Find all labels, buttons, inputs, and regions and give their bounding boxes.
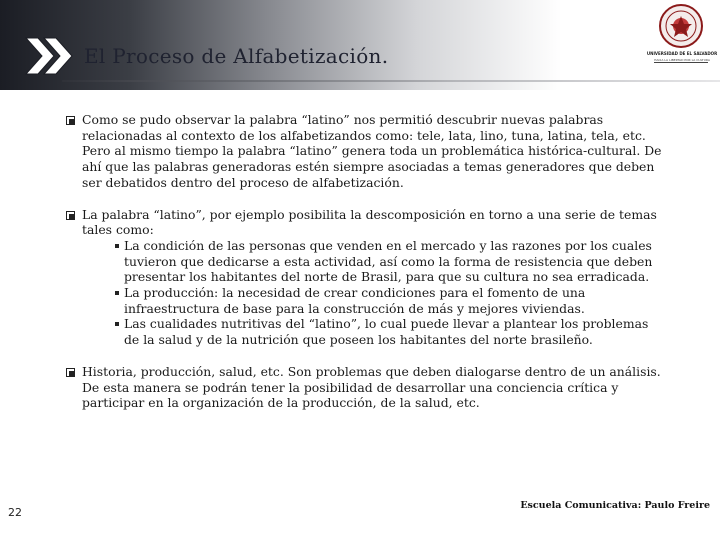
bullet-text: Como se pudo observar la palabra “latino” nos permitió descubrir nuevas palabras relacionadas al contexto de los alfabetizandos como: tele, lata, lino, tuna, latina, tela, etc. Pero al mismo tiempo la palabra “latino” genera toda un problemática histórica-cultural. De ahí que las palabras generadoras estén siempre asociadas a temas generadores que deben ser debatidos dentro del proceso de alfabetización. — [82, 112, 662, 190]
sub-bullet-text: Las cualidades nutritivas del “latino”, lo cual puede llevar a plantear los problemas de la salud y de la nutrición que poseen los habitantes del norte brasileño. — [124, 316, 649, 348]
sub-bullet-text: La producción: la necesidad de crear condiciones para el fomento de una infraestructura de base para la construcción de más y mejores viviendas. — [124, 285, 586, 316]
sub-bullet-item — [82, 285, 666, 316]
slide-content — [66, 112, 666, 427]
bullet-item — [66, 364, 666, 411]
header-divider — [62, 80, 720, 82]
checkbox-bullet-icon — [66, 211, 75, 220]
page-number: 22 — [8, 506, 22, 519]
sub-bullet-text: La condición de las personas que venden en el mercado y las razones por los cuales tuvieron que dedicarse a esta actividad, así como la forma de resistencia que deben presentar los habitantes del norte de Brasil, para que su cultura no sea erradicada. — [124, 237, 653, 285]
square-bullet-icon — [115, 244, 119, 248]
square-bullet-icon — [115, 322, 119, 326]
bullet-text: Historia, producción, salud, etc. Son problemas que deben dialogarse dentro de un análisis. De esta manera se podrán tener la posibilidad de desarrollar una conciencia crítica y participar en la organización de la producción, de la salud, etc. — [82, 363, 661, 411]
checkbox-bullet-icon — [66, 368, 75, 377]
bullet-item — [66, 207, 666, 348]
bullet-item — [66, 112, 666, 191]
sub-bullet-item — [82, 316, 666, 347]
footer-credit: Escuela Comunicativa: Paulo Freire — [520, 500, 710, 511]
logo-subtitle: HACIA LA LIBERTAD POR LA CULTURA — [654, 58, 710, 62]
square-bullet-icon — [115, 291, 119, 295]
double-chevron-icon — [24, 30, 76, 82]
university-seal-icon — [648, 2, 714, 76]
logo-name: UNIVERSIDAD DE EL SALVADOR — [646, 51, 718, 56]
sub-bullet-item — [82, 238, 666, 285]
bullet-text: La palabra “latino”, por ejemplo posibilita la descomposición en torno a una serie de temas tales como: — [82, 206, 657, 238]
page-title: El Proceso de Alfabetización. — [84, 44, 389, 68]
checkbox-bullet-icon — [66, 116, 75, 125]
